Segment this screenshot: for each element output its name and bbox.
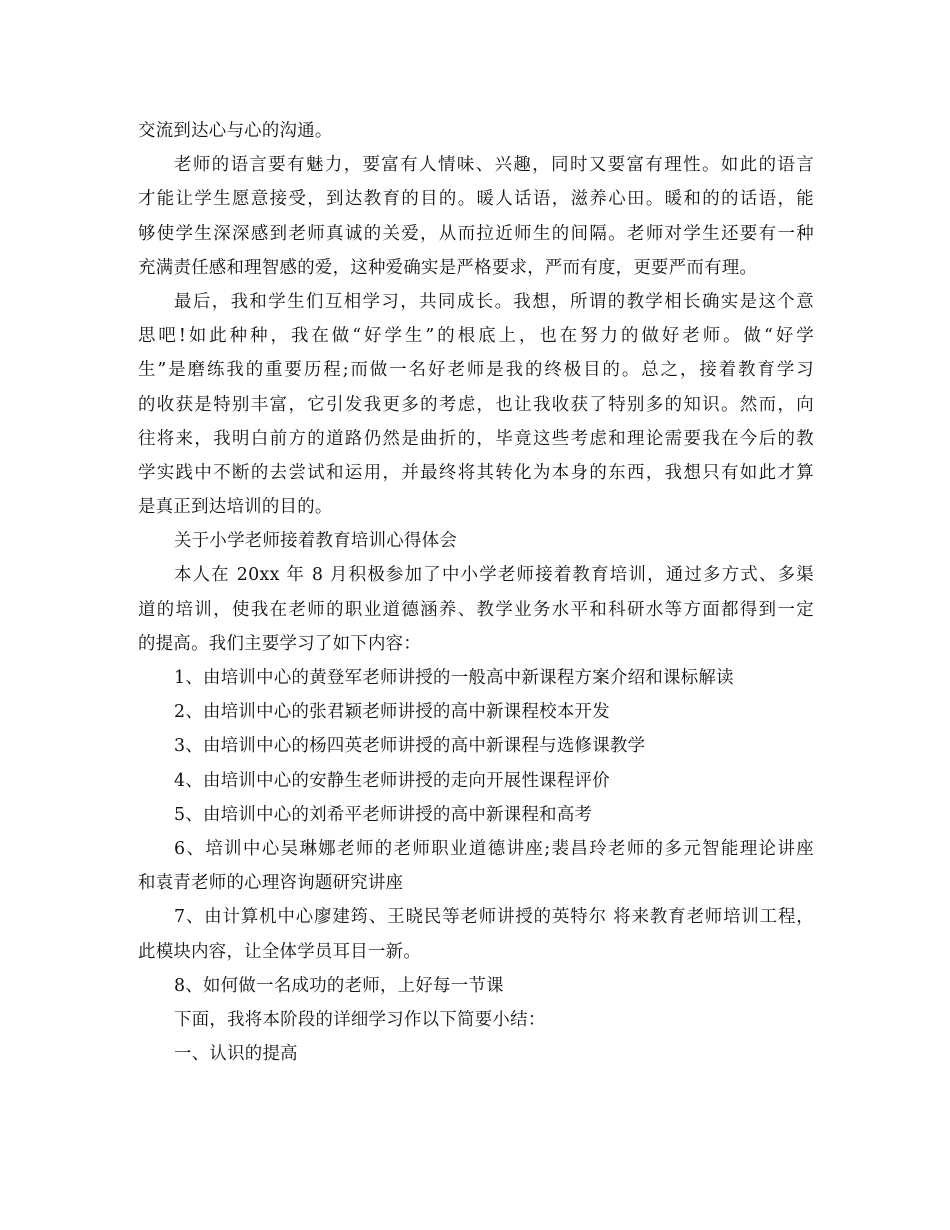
text-line: 关于小学老师接着教育培训心得体会	[174, 531, 458, 552]
text-line: 道的培训，使我在老师的职业道德涵养、教学业务水平和科研水等方面都得到一定	[138, 599, 814, 620]
text-line: 2、由培训中心的张君颖老师讲授的高中新课程校本开发	[174, 702, 610, 723]
document-body	[138, 114, 814, 1071]
text-line: 最后，我和学生们互相学习，共同成长。我想，所谓的教学相长确实是这个意	[174, 291, 814, 312]
text-line: 的提高。我们主要学习了如下内容：	[138, 633, 422, 654]
text-line: 的收获是特别丰富，它引发我更多的考虑，也让我收获了特别多的知识。然而，向	[138, 394, 814, 415]
text-line: 和袁青老师的心理咨询题研究讲座	[138, 873, 404, 894]
text-line: 7、由计算机中心廖建筠、王晓民等老师讲授的英特尔 将来教育老师培训工程，	[174, 907, 814, 928]
text-line: 下面，我将本阶段的详细学习作以下简要小结：	[174, 1009, 546, 1030]
text-line: 够使学生深深感到老师真诚的关爱，从而拉近师生的间隔。老师对学生还要有一种	[138, 223, 814, 244]
text-line: 思吧!如此种种，我在做“好学生”的根底上，也在努力的做好老师。做“好学	[138, 326, 814, 347]
text-line: 6、培训中心吴琳娜老师的老师职业道德讲座;裴昌玲老师的多元智能理论讲座	[174, 838, 814, 859]
text-line: 一、认识的提高	[174, 1044, 298, 1065]
text-line: 本人在 20xx 年 8 月积极参加了中小学老师接着教育培训，通过多方式、多渠	[174, 565, 814, 586]
text-line: 此模块内容，让全体学员耳目一新。	[138, 941, 422, 962]
text-line: 学实践中不断的去尝试和运用，并最终将其转化为本身的东西，我想只有如此才算	[138, 462, 814, 483]
text-line: 1、由培训中心的黄登军老师讲授的一般高中新课程方案介绍和课标解读	[174, 668, 734, 688]
text-line: 3、由培训中心的杨四英老师讲授的高中新课程与选修课教学	[174, 736, 646, 757]
text-line: 4、由培训中心的安静生老师讲授的走向开展性课程评价	[174, 770, 610, 791]
text-line: 老师的语言要有魅力，要富有人情味、兴趣，同时又要富有理性。如此的语言	[174, 155, 814, 176]
text-line: 是真正到达培训的目的。	[138, 497, 333, 518]
text-line: 交流到达心与心的沟通。	[138, 121, 333, 141]
text-line: 8、如何做一名成功的老师，上好每一节课	[174, 975, 504, 996]
text-line: 生”是磨练我的重要历程;而做一名好老师是我的终极目的。总之，接着教育学习	[138, 360, 814, 381]
text-line: 往将来，我明白前方的道路仍然是曲折的，毕竟这些考虑和理论需要我在今后的教	[138, 428, 814, 449]
text-line: 5、由培训中心的刘希平老师讲授的高中新课程和高考	[174, 804, 593, 825]
text-line: 充满责任感和理智感的爱，这种爱确实是严格要求，严而有度，更要严而有理。	[138, 257, 758, 278]
text-line: 才能让学生愿意接受，到达教育的目的。暖人话语，滋养心田。暖和的的话语，能	[138, 189, 814, 210]
